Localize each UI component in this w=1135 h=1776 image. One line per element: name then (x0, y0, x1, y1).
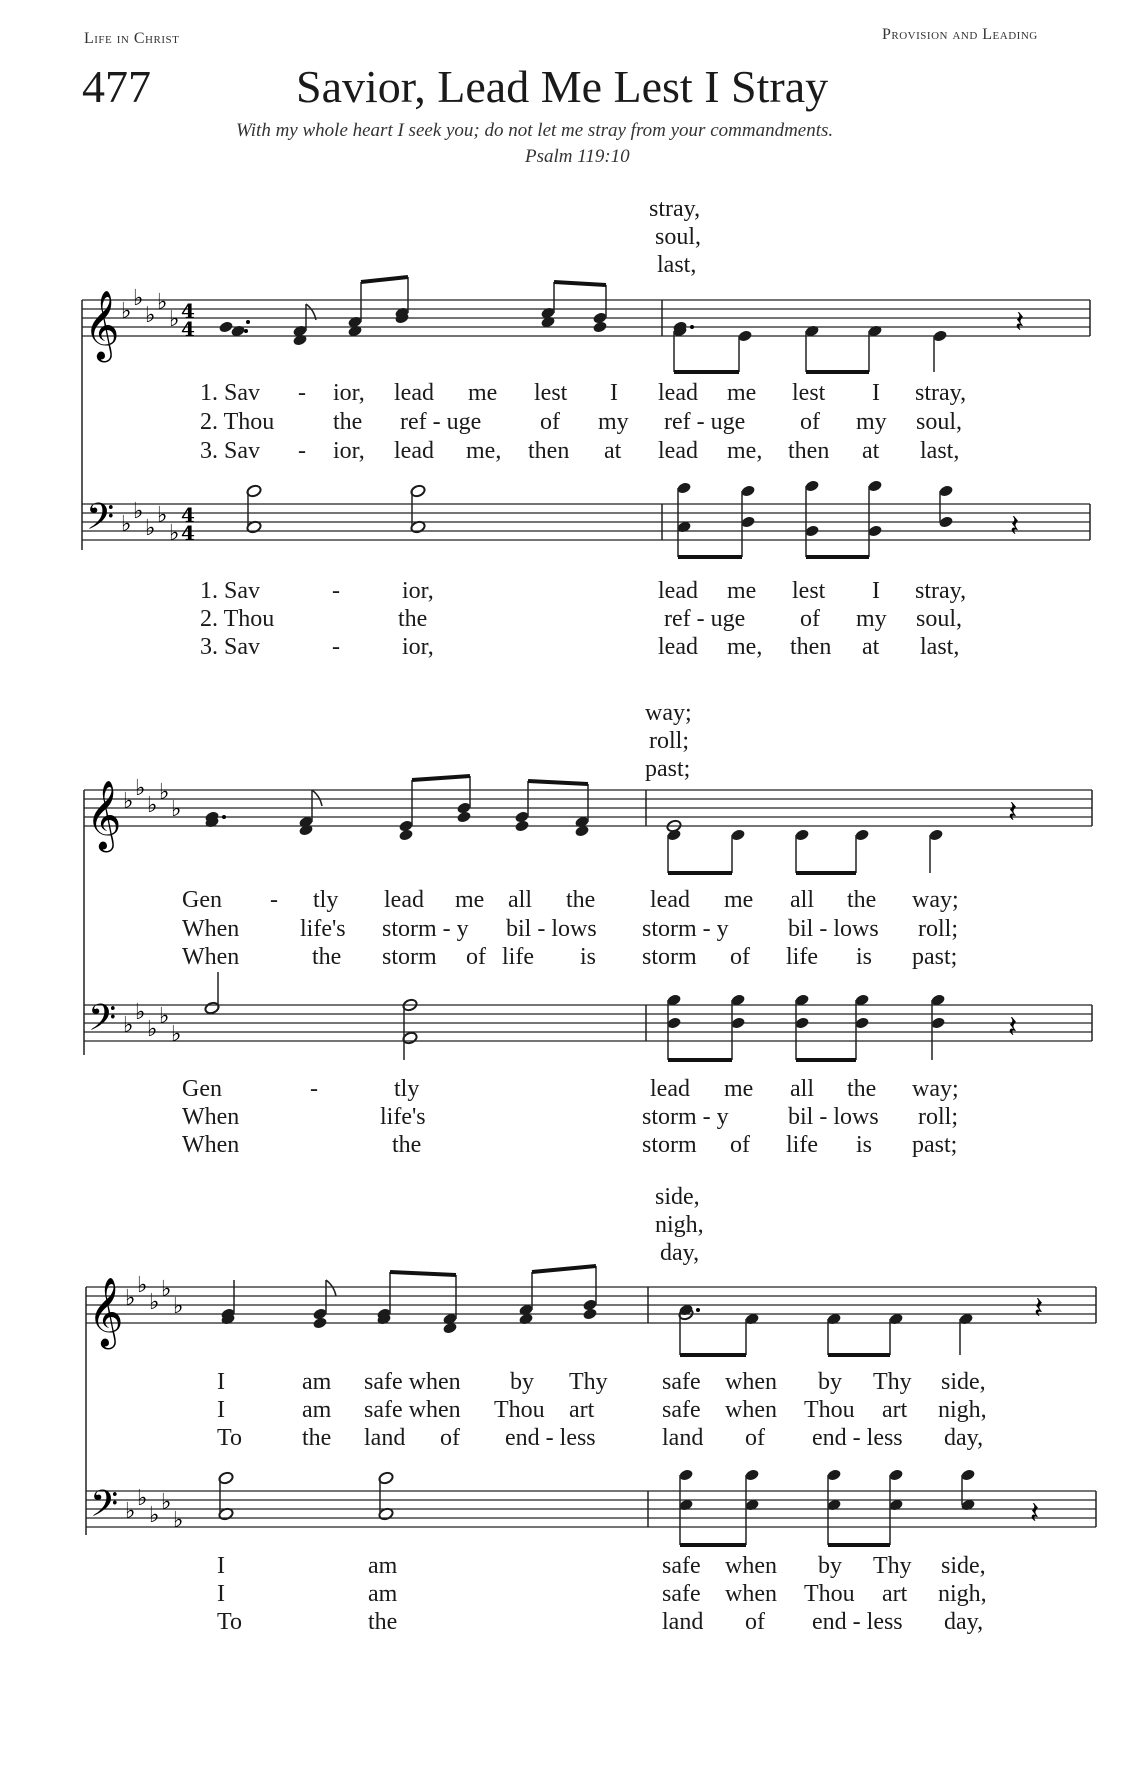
end-word: side, (655, 1184, 700, 1210)
note (730, 828, 746, 873)
syllable: my (856, 409, 887, 435)
syllable: the (398, 606, 428, 632)
quarter-rest-icon: 𝄽 (1008, 795, 1018, 830)
syllable: my (598, 409, 629, 435)
syllable: me, (727, 438, 763, 464)
running-head-left: Life in Christ (84, 30, 180, 47)
syllable: I (872, 380, 880, 406)
syllable: of (440, 1425, 460, 1451)
syllable: lead (650, 887, 690, 913)
syllable: storm (642, 1132, 697, 1158)
quarter-rest-icon: 𝄽 (1030, 1496, 1040, 1531)
time-signature-bottom: 4 (181, 317, 195, 341)
syllable: end - less (812, 1609, 903, 1635)
syllable: When (182, 916, 240, 942)
syllable: me (468, 380, 498, 406)
syllable: safe when (364, 1397, 461, 1423)
bass-staff (86, 1468, 1096, 1545)
syllable: of (745, 1609, 765, 1635)
quarter-rest-icon: 𝄽 (1034, 1291, 1044, 1326)
syllable: bil - lows (788, 1104, 879, 1130)
syllable: art (882, 1397, 908, 1423)
syllable: ior, (402, 578, 434, 604)
syllable: the (368, 1609, 398, 1635)
running-head-right: Provision and Leading (882, 26, 1038, 43)
note (666, 819, 682, 873)
syllable: - (298, 438, 306, 464)
note (958, 1312, 974, 1355)
syllable: soul, (916, 606, 963, 632)
svg-text:♭: ♭ (125, 1499, 136, 1524)
syllable: When (182, 1132, 240, 1158)
syllable: when (725, 1553, 777, 1579)
syllable: Gen (182, 887, 222, 913)
syllable: the (847, 887, 877, 913)
syllable: 2. Thou (200, 606, 275, 632)
syllable: nigh, (938, 1581, 987, 1607)
treble-clef-icon: 𝄞 (84, 290, 120, 360)
syllable: - (332, 634, 340, 660)
syllable: all (790, 887, 814, 913)
svg-text:♭: ♭ (145, 516, 156, 541)
beamed-notes (347, 277, 410, 338)
syllable: land (662, 1425, 704, 1451)
syllable: - (298, 380, 306, 406)
note (932, 329, 948, 372)
hymn-number: 477 (82, 61, 151, 112)
syllable: I (610, 380, 618, 406)
note (928, 828, 944, 873)
svg-text:♭: ♭ (159, 1004, 170, 1029)
note (218, 1471, 234, 1521)
syllable: - (270, 887, 278, 913)
syllable: day, (944, 1425, 984, 1451)
syllable: of (800, 606, 820, 632)
bass-staff (84, 972, 1092, 1060)
syllable: I (217, 1369, 225, 1395)
svg-text:♭: ♭ (173, 1294, 184, 1319)
syllable: When (182, 1104, 240, 1130)
syllable: lead (658, 578, 698, 604)
syllable: last, (920, 438, 960, 464)
syllable: land (364, 1425, 406, 1451)
syllable: I (217, 1397, 225, 1423)
svg-text:♭: ♭ (137, 1486, 148, 1511)
svg-text:♭: ♭ (133, 499, 144, 524)
note (938, 484, 954, 528)
syllable: tly (394, 1076, 420, 1102)
svg-text:♭: ♭ (171, 797, 182, 822)
syllable: I (217, 1553, 225, 1579)
syllable: am (368, 1553, 398, 1579)
syllable: Thou (804, 1581, 855, 1607)
syllable: life (786, 944, 818, 970)
epigraph-reference: Psalm 119:10 (525, 146, 630, 167)
svg-text:♭: ♭ (161, 1277, 172, 1302)
end-word: roll; (649, 728, 689, 754)
syllable: Thy (873, 1553, 912, 1579)
syllable: lead (394, 380, 434, 406)
svg-text:♭: ♭ (137, 1273, 148, 1298)
syllable: ref - uge (400, 409, 482, 435)
quarter-rest-icon: 𝄽 (1008, 1010, 1018, 1045)
note (737, 329, 753, 372)
syllable: stray, (915, 578, 967, 604)
syllable: am (368, 1581, 398, 1607)
syllable: all (790, 1076, 814, 1102)
syllable: safe (662, 1369, 701, 1395)
syllable: storm - y (382, 916, 469, 942)
beamed-notes (804, 479, 883, 557)
note (204, 972, 220, 1015)
treble-staff (86, 1266, 1096, 1535)
key-signature-flats (123, 776, 181, 822)
time-signature-top: 4 (181, 503, 195, 527)
syllable: when (725, 1397, 777, 1423)
svg-text:♭: ♭ (125, 1286, 136, 1311)
bass-clef-icon: 𝄢 (88, 997, 117, 1048)
syllable: Thy (873, 1369, 912, 1395)
syllable: me, (466, 438, 502, 464)
beamed-notes (398, 776, 472, 842)
syllable: lead (658, 380, 698, 406)
syllable: 2. Thou (200, 409, 275, 435)
beamed-notes (804, 324, 883, 372)
note (402, 998, 418, 1060)
syllable: of (745, 1425, 765, 1451)
syllable: all (508, 887, 532, 913)
syllable: safe (662, 1553, 701, 1579)
svg-text:♭: ♭ (149, 1503, 160, 1528)
note (744, 1312, 760, 1355)
syllable: end - less (812, 1425, 903, 1451)
syllable: is (856, 1132, 873, 1158)
syllable: lest (792, 578, 826, 604)
syllable: When (182, 944, 240, 970)
end-word: stray, (649, 196, 701, 222)
beamed-notes (794, 993, 870, 1060)
syllable: end - less (505, 1425, 596, 1451)
syllable: is (580, 944, 597, 970)
syllable: land (662, 1609, 704, 1635)
note (930, 993, 946, 1060)
end-word: way; (645, 700, 692, 726)
syllable: am (302, 1397, 332, 1423)
beamed-notes (826, 1312, 904, 1355)
syllable: at (604, 438, 622, 464)
beamed-notes (376, 1272, 458, 1335)
syllable: I (872, 578, 880, 604)
quarter-rest-icon: 𝄽 (1010, 509, 1020, 544)
syllable: way; (912, 1076, 959, 1102)
svg-text:♭: ♭ (147, 1017, 158, 1042)
svg-text:♭: ♭ (159, 780, 170, 805)
bass-staff (82, 479, 1090, 557)
syllable: me (724, 887, 754, 913)
beamed-notes (794, 828, 870, 873)
svg-text:♭: ♭ (157, 503, 168, 528)
syllable: I (217, 1581, 225, 1607)
syllable: way; (912, 887, 959, 913)
syllable: the (333, 409, 363, 435)
syllable: is (856, 944, 873, 970)
syllable: ior, (333, 380, 365, 406)
syllable: life (502, 944, 534, 970)
syllable: life's (300, 916, 346, 942)
treble-staff (84, 776, 1092, 1055)
syllable: ref - uge (664, 409, 746, 435)
key-signature-flats (125, 1486, 183, 1533)
note (246, 484, 262, 534)
svg-text:♭: ♭ (135, 1000, 146, 1025)
key-signature-flats (123, 1000, 181, 1047)
syllable: - (332, 578, 340, 604)
syllable: when (725, 1369, 777, 1395)
note (292, 304, 316, 347)
beamed-notes (678, 1468, 760, 1545)
syllable: by (818, 1369, 842, 1395)
syllable: the (312, 944, 342, 970)
syllable: bil - lows (788, 916, 879, 942)
syllable: past; (912, 944, 958, 970)
syllable: storm - y (642, 1104, 729, 1130)
syllable: of (800, 409, 820, 435)
syllable: soul, (916, 409, 963, 435)
beamed-notes (676, 481, 756, 557)
time-signature-top: 4 (181, 299, 195, 323)
syllable: storm (382, 944, 437, 970)
syllable: lead (384, 887, 424, 913)
syllable: ior, (333, 438, 365, 464)
note (672, 320, 694, 372)
syllable: by (818, 1553, 842, 1579)
syllable: - (310, 1076, 318, 1102)
syllable: my (856, 606, 887, 632)
syllable: Thou (494, 1397, 545, 1423)
syllable: day, (944, 1609, 984, 1635)
syllable: storm - y (642, 916, 729, 942)
svg-text:♭: ♭ (169, 307, 180, 332)
syllable: the (847, 1076, 877, 1102)
syllable: nigh, (938, 1397, 987, 1423)
epigraph: With my whole heart I seek you; do not let me stray from your commandments. (236, 120, 834, 141)
syllable: safe (662, 1581, 701, 1607)
syllable: the (392, 1132, 422, 1158)
syllable: Gen (182, 1076, 222, 1102)
syllable: of (540, 409, 560, 435)
syllable: art (569, 1397, 595, 1423)
syllable: side, (941, 1553, 986, 1579)
beamed-notes (826, 1468, 904, 1545)
syllable: lest (792, 380, 826, 406)
syllable: me (455, 887, 485, 913)
svg-text:♭: ♭ (135, 776, 146, 801)
syllable: ref - uge (664, 606, 746, 632)
note (298, 790, 322, 837)
svg-text:♭: ♭ (161, 1490, 172, 1515)
svg-text:♭: ♭ (121, 299, 132, 324)
syllable: lead (394, 438, 434, 464)
syllable: To (217, 1609, 242, 1635)
syllable: me (727, 578, 757, 604)
syllable: To (217, 1425, 242, 1451)
svg-text:♭: ♭ (121, 512, 132, 537)
svg-text:♭: ♭ (123, 1013, 134, 1038)
treble-clef-icon: 𝄞 (88, 1277, 124, 1347)
syllable: me (724, 1076, 754, 1102)
bass-clef-icon: 𝄢 (86, 496, 115, 547)
syllable: tly (313, 887, 339, 913)
syllable: 3. Sav (200, 438, 260, 464)
syllable: at (862, 438, 880, 464)
syllable: then (788, 438, 830, 464)
svg-text:♭: ♭ (171, 1022, 182, 1047)
end-word: nigh, (655, 1212, 704, 1238)
syllable: the (302, 1425, 332, 1451)
syllable: when (725, 1581, 777, 1607)
svg-text:♭: ♭ (173, 1508, 184, 1533)
note (218, 320, 250, 338)
key-signature-flats (121, 286, 179, 332)
end-word: last, (657, 252, 697, 278)
syllable: roll; (918, 916, 958, 942)
syllable: last, (920, 634, 960, 660)
syllable: safe (662, 1397, 701, 1423)
svg-text:♭: ♭ (157, 290, 168, 315)
end-word: past; (645, 756, 691, 782)
syllable: 1. Sav (200, 578, 260, 604)
syllable: Thou (804, 1397, 855, 1423)
beamed-notes (666, 993, 746, 1060)
syllable: lead (650, 1076, 690, 1102)
note (410, 484, 426, 534)
syllable: lest (534, 380, 568, 406)
bass-clef-icon: 𝄢 (90, 1483, 119, 1534)
svg-text:♭: ♭ (133, 286, 144, 311)
svg-text:♭: ♭ (149, 1290, 160, 1315)
syllable: am (302, 1369, 332, 1395)
hymn-title: Savior, Lead Me Lest I Stray (296, 61, 829, 112)
beamed-notes (540, 282, 608, 334)
syllable: life's (380, 1104, 426, 1130)
treble-clef-icon: 𝄞 (86, 780, 122, 850)
syllable: then (790, 634, 832, 660)
syllable: ior, (402, 634, 434, 660)
syllable: storm (642, 944, 697, 970)
svg-text:♭: ♭ (123, 789, 134, 814)
syllable: 3. Sav (200, 634, 260, 660)
syllable: past; (912, 1132, 958, 1158)
syllable: me, (727, 634, 763, 660)
syllable: side, (941, 1369, 986, 1395)
note (678, 1303, 700, 1355)
syllable: safe when (364, 1369, 461, 1395)
quarter-rest-icon: 𝄽 (1015, 305, 1025, 340)
end-word: day, (660, 1240, 700, 1266)
syllable: by (510, 1369, 534, 1395)
syllable: of (730, 944, 750, 970)
syllable: the (566, 887, 596, 913)
syllable: stray, (915, 380, 967, 406)
syllable: lead (658, 634, 698, 660)
syllable: bil - lows (506, 916, 597, 942)
syllable: Thy (569, 1369, 608, 1395)
note (378, 1471, 394, 1521)
key-signature-flats (125, 1273, 183, 1319)
syllable: of (466, 944, 486, 970)
syllable: then (528, 438, 570, 464)
syllable: roll; (918, 1104, 958, 1130)
syllable: at (862, 634, 880, 660)
syllable: art (882, 1581, 908, 1607)
key-signature-flats (121, 499, 179, 546)
syllable: lead (658, 438, 698, 464)
svg-text:♭: ♭ (169, 521, 180, 546)
syllable: me (727, 380, 757, 406)
syllable: 1. Sav (200, 380, 260, 406)
end-word: soul, (655, 224, 702, 250)
syllable: life (786, 1132, 818, 1158)
svg-text:♭: ♭ (145, 303, 156, 328)
treble-staff (82, 277, 1090, 550)
syllable: of (730, 1132, 750, 1158)
svg-text:♭: ♭ (147, 793, 158, 818)
note (960, 1468, 976, 1511)
time-signature-bottom: 4 (181, 521, 195, 545)
